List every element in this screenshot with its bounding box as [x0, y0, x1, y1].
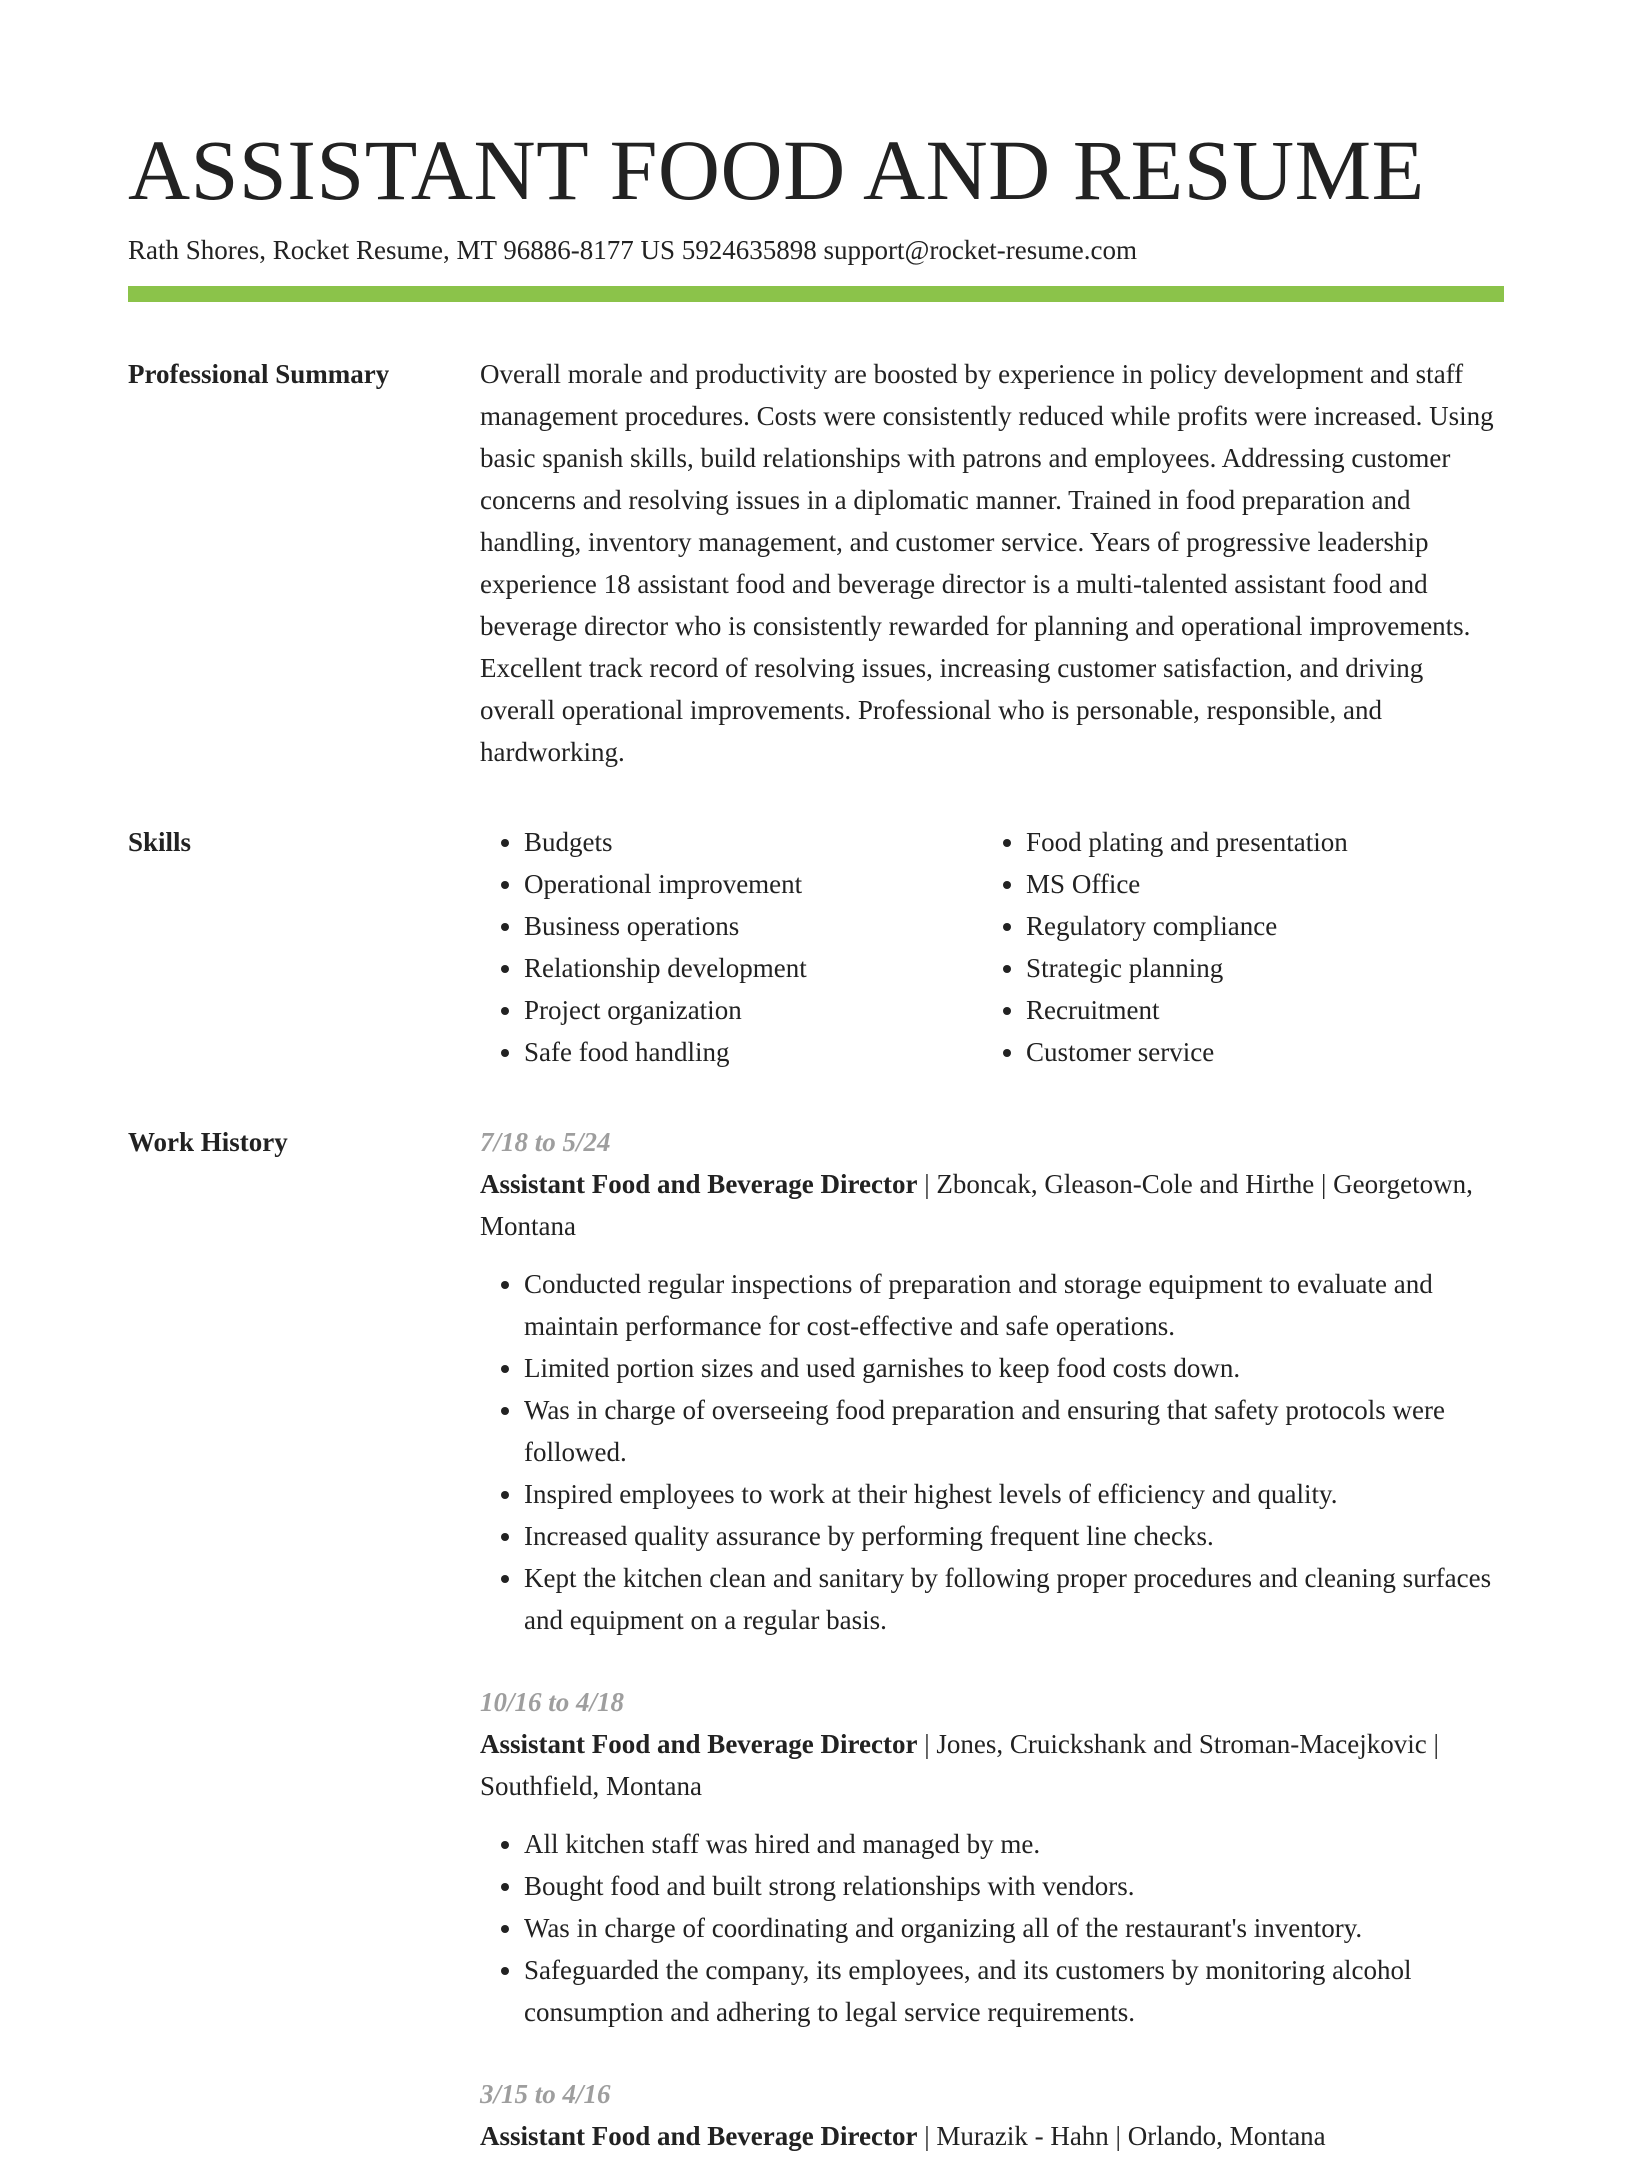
- job-dates: 3/15 to 4/16: [480, 2079, 611, 2109]
- skill-item: • Regulatory compliance: [1026, 905, 1504, 947]
- job-bullets: [480, 1823, 1504, 2033]
- job-bullet: • Was in charge of coordinating and organizing all of the restaurant's inventory.: [524, 1907, 1504, 1949]
- job-title: Assistant Food and Beverage Director: [480, 2121, 918, 2151]
- resume-page: [128, 0, 1504, 2157]
- skill-item: • Safe food handling: [524, 1031, 982, 1073]
- job-heading: [480, 1723, 1504, 1807]
- summary-text: Overall morale and productivity are boosted by experience in policy development and staff management procedures. Costs were consistently reduced while profits were increased. Using basic spanish skills, build relationships with patrons and employees. Addressing customer concerns and resolving issues in a diplomatic manner. Trained in food preparation and handling, inventory management, and customer service. Years of progressive leadership experience 18 assistant food and beverage director is a multi-talented assistant food and beverage director who is consistently rewarded for planning and operational improvements. Excellent track record of resolving issues, increasing customer satisfaction, and driving overall operational improvements. Professional who is personable, responsible, and hardworking.: [480, 359, 1494, 767]
- skill-item: • Relationship development: [524, 947, 982, 989]
- skill-item: • Customer service: [1026, 1031, 1504, 1073]
- job-dates: 7/18 to 5/24: [480, 1127, 611, 1157]
- job-title: Assistant Food and Beverage Director: [480, 1169, 918, 1199]
- skills-list-right: [982, 821, 1504, 1073]
- skill-item: • Project organization: [524, 989, 982, 1031]
- summary-heading: Professional Summary: [128, 359, 390, 389]
- job-employer-location: | Murazik - Hahn | Orlando, Montana: [917, 2121, 1326, 2151]
- job-heading: [480, 1163, 1504, 1247]
- job-bullet: • Bought food and built strong relationships with vendors.: [524, 1865, 1504, 1907]
- skill-item: • Budgets: [524, 821, 982, 863]
- job-employer-location: | Zboncak, Gleason-Cole and Hirthe | Georgetown, Montana: [480, 1169, 1473, 1241]
- skills-heading: Skills: [128, 827, 192, 857]
- skills-list-left: [480, 821, 982, 1073]
- job-heading: [480, 2115, 1504, 2157]
- job-bullet: • Inspired employees to work at their highest levels of efficiency and quality.: [524, 1473, 1504, 1515]
- contact-phone: 5924635898: [681, 235, 817, 265]
- summary-section: [128, 353, 1504, 773]
- job-title: Assistant Food and Beverage Director: [480, 1729, 918, 1759]
- job-entry: [480, 1121, 1504, 1641]
- job-bullets: [480, 1263, 1504, 1641]
- skills-section: [128, 821, 1504, 1073]
- work-history-section: [128, 1121, 1504, 2157]
- skill-item: • Operational improvement: [524, 863, 982, 905]
- resume-title: ASSISTANT FOOD AND RESUME: [128, 122, 1425, 218]
- skill-item: • Business operations: [524, 905, 982, 947]
- contact-email: support@rocket-resume.com: [823, 235, 1138, 265]
- skill-item: • Recruitment: [1026, 989, 1504, 1031]
- header-divider: [128, 286, 1504, 302]
- contact-address: Rath Shores, Rocket Resume, MT 96886-8177 US: [128, 235, 675, 265]
- job-dates: 10/16 to 4/18: [480, 1687, 625, 1717]
- skill-item: • Food plating and presentation: [1026, 821, 1504, 863]
- job-bullet: • Conducted regular inspections of preparation and storage equipment to evaluate and maintain performance for cost-effective and safe operations.: [524, 1263, 1504, 1347]
- work-history-heading: Work History: [128, 1127, 288, 1157]
- job-bullet: • Safeguarded the company, its employees, and its customers by monitoring alcohol consumption and adhering to legal service requirements.: [524, 1949, 1504, 2033]
- job-bullet: • Increased quality assurance by performing frequent line checks.: [524, 1515, 1504, 1557]
- job-entry: [480, 2073, 1504, 2157]
- job-employer-location: | Jones, Cruickshank and Stroman-Macejkovic | Southfield, Montana: [480, 1729, 1439, 1801]
- job-bullet: • Kept the kitchen clean and sanitary by following proper procedures and cleaning surfaces and equipment on a regular basis.: [524, 1557, 1504, 1641]
- contact-line: [128, 232, 1504, 268]
- skill-item: • MS Office: [1026, 863, 1504, 905]
- job-bullet: • Was in charge of overseeing food preparation and ensuring that safety protocols were followed.: [524, 1389, 1504, 1473]
- job-bullet: • Limited portion sizes and used garnishes to keep food costs down.: [524, 1347, 1504, 1389]
- skill-item: • Strategic planning: [1026, 947, 1504, 989]
- job-bullet: • All kitchen staff was hired and managed by me.: [524, 1823, 1504, 1865]
- job-entry: [480, 1681, 1504, 2033]
